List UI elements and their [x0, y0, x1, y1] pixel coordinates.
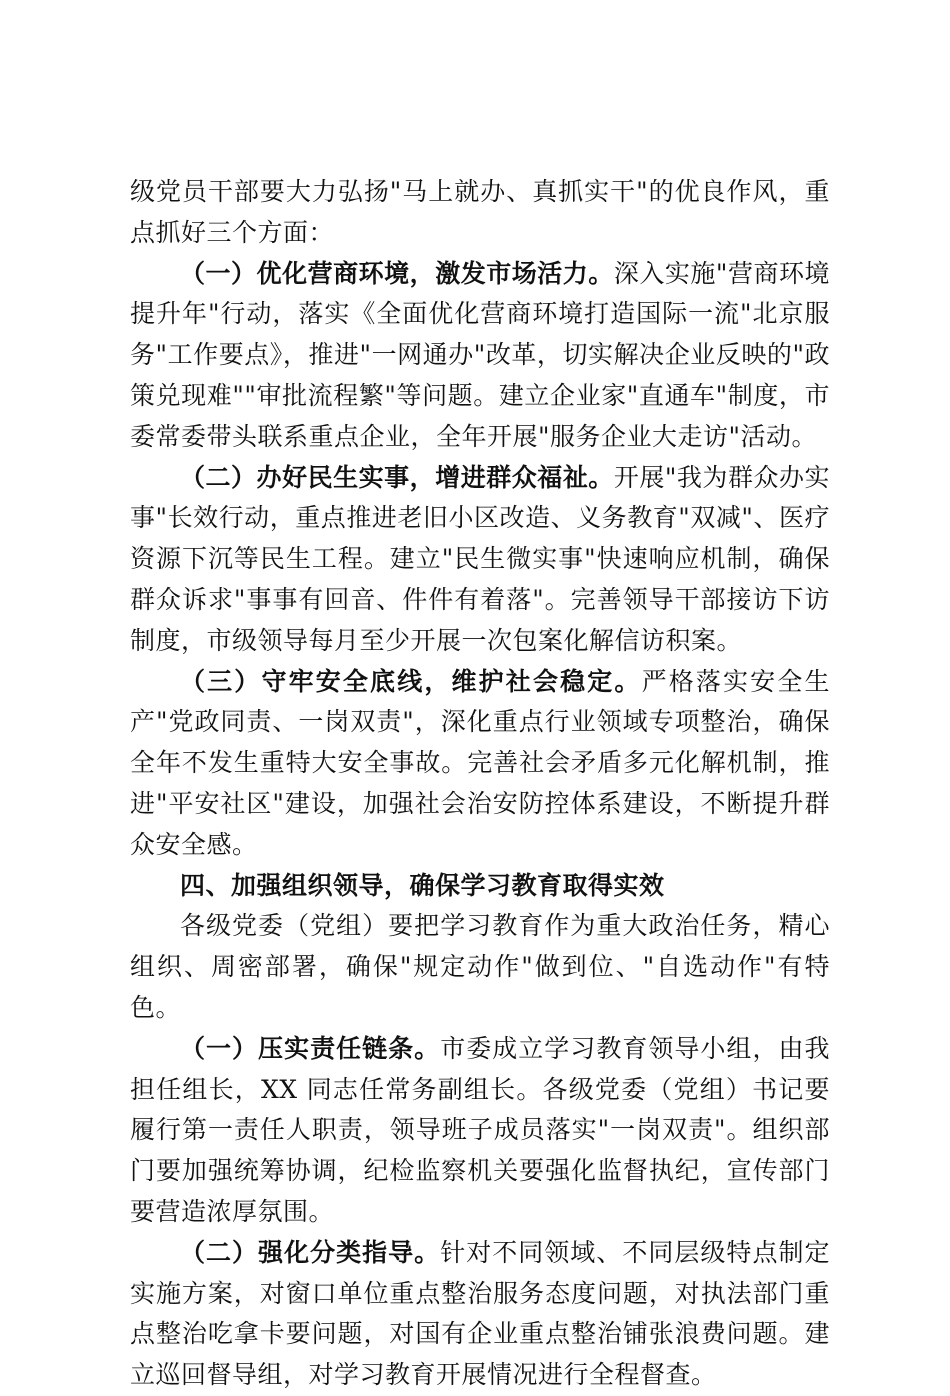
- item-lead: （一）压实责任链条。: [180, 1033, 441, 1063]
- section3-item-3: [130, 662, 830, 866]
- item-body: 针对不同领域、不同层级特点制定实施方案，对窗口单位重点整治服务态度问题，对执法部门重点整治吃拿卡要问题，对国有企业重点整治铺张浪费问题。建立巡回督导组，对学习教育开展情况进行全程督查。: [130, 1237, 830, 1390]
- section4-item-1: [130, 1029, 830, 1233]
- section4-intro: 各级党委（党组）要把学习教育作为重大政治任务，精心组织、周密部署，确保"规定动作"做到位、"自选动作"有特色。: [130, 911, 830, 1022]
- item-lead: （三）守牢安全底线，维护社会稳定。: [180, 666, 642, 696]
- section3-item-1: [130, 254, 830, 458]
- item-lead: （一）优化营商环境，激发市场活力。: [180, 258, 614, 288]
- section4-heading: 四、加强组织领导，确保学习教育取得实效: [180, 870, 665, 900]
- document-page: [130, 172, 830, 1396]
- item-body: 深入实施"营商环境提升年"行动，落实《全面优化营商环境打造国际一流"北京服务"工作要点》，推进"一网通办"改革，切实解决企业反映的"政策兑现难""审批流程繁"等问题。建立企业家"直通车"制度，市委常委带头联系重点企业，全年开展"服务企业大走访"活动。: [130, 258, 830, 451]
- section4-item-2: [130, 1233, 830, 1396]
- section3-item-2: [130, 458, 830, 662]
- item-body: 开展"我为群众办实事"长效行动，重点推进老旧小区改造、义务教育"双减"、医疗资源下沉等民生工程。建立"民生微实事"快速响应机制，确保群众诉求"事事有回音、件件有着落"。完善领导干部接访下访制度，市级领导每月至少开展一次包案化解信访积案。: [130, 462, 830, 655]
- item-lead: （二）强化分类指导。: [180, 1237, 441, 1267]
- continuation-paragraph: 级党员干部要大力弘扬"马上就办、真抓实干"的优良作风，重点抓好三个方面：: [130, 177, 830, 247]
- item-lead: （二）办好民生实事，增进群众福祉。: [180, 462, 614, 492]
- item-body: 严格落实安全生产"党政同责、一岗双责"，深化重点行业领域专项整治，确保全年不发生重特大安全事故。完善社会矛盾多元化解机制，推进"平安社区"建设，加强社会治安防控体系建设，不断提升群众安全感。: [130, 666, 830, 859]
- item-body: 市委成立学习教育领导小组，由我担任组长，XX 同志任常务副组长。各级党委（党组）书记要履行第一责任人职责，领导班子成员落实"一岗双责"。组织部门要加强统筹协调，纪检监察机关要强化监督执纪，宣传部门要营造浓厚氛围。: [130, 1033, 830, 1226]
